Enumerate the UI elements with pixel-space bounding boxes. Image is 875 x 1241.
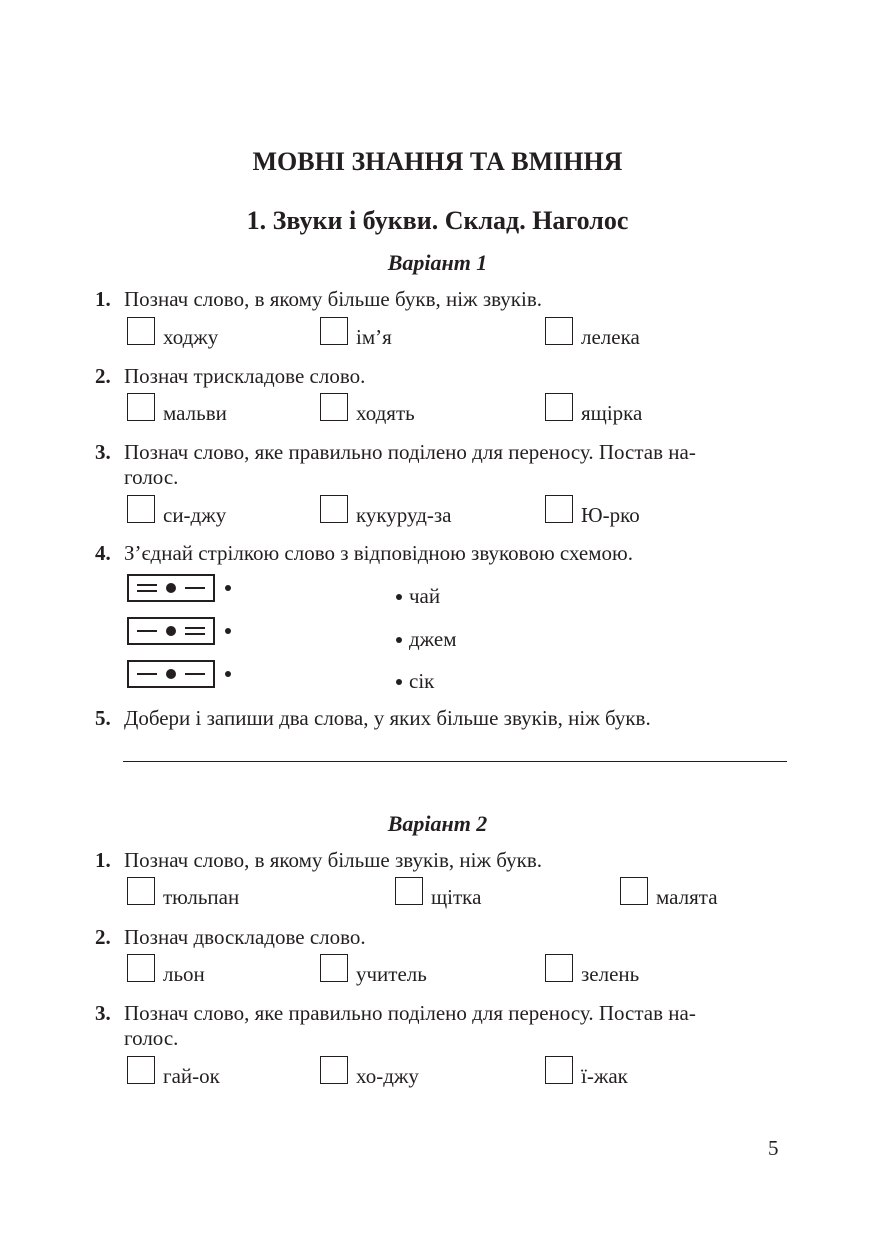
question-text: Познач двоскладове слово. — [124, 925, 366, 949]
connector-dot[interactable] — [396, 679, 402, 685]
v1-q3-option-1[interactable]: си-джу — [127, 495, 226, 523]
v2-q3-option-3[interactable]: ї-жак — [545, 1056, 628, 1084]
v1-q2-option-3[interactable]: ящірка — [545, 393, 642, 421]
scheme-double-dot-single-icon — [131, 578, 211, 598]
checkbox[interactable] — [545, 954, 573, 982]
sound-scheme-3[interactable] — [127, 660, 231, 688]
checkbox[interactable] — [127, 495, 155, 523]
match-word-3[interactable]: сік — [396, 669, 434, 694]
v2-q3-option-1[interactable]: гай-ок — [127, 1056, 220, 1084]
question-number: 3. — [95, 440, 111, 464]
checkbox[interactable] — [320, 495, 348, 523]
checkbox[interactable] — [320, 1056, 348, 1084]
scheme-box — [127, 660, 215, 688]
v2-q3-option-2[interactable]: хо-джу — [320, 1056, 419, 1084]
checkbox[interactable] — [620, 877, 648, 905]
answer-line[interactable] — [123, 761, 787, 762]
connector-dot[interactable] — [396, 637, 402, 643]
v1-q1-option-1[interactable]: ходжу — [127, 317, 218, 345]
checkbox[interactable] — [127, 877, 155, 905]
v2-q2-option-3[interactable]: зелень — [545, 954, 639, 982]
v1-q3-option-2[interactable]: кукуруд-за — [320, 495, 452, 523]
variant-1-heading: Варіант 1 — [387, 250, 488, 275]
checkbox[interactable] — [320, 393, 348, 421]
question-number: 3. — [95, 1001, 111, 1025]
v1-q2-option-1[interactable]: мальви — [127, 393, 227, 421]
section-title: 1. Звуки і букви. Склад. Наголос — [246, 206, 629, 235]
sound-scheme-1[interactable] — [127, 574, 231, 602]
connector-dot[interactable] — [225, 585, 231, 591]
question-text-line-1: Познач слово, яке правильно поділено для переносу. Постав на- — [124, 1001, 696, 1025]
question-number: 5. — [95, 706, 111, 730]
checkbox[interactable] — [127, 317, 155, 345]
sound-scheme-2[interactable] — [127, 617, 231, 645]
variant-2-heading: Варіант 2 — [387, 811, 488, 836]
v2-q2-option-2[interactable]: учитель — [320, 954, 427, 982]
checkbox[interactable] — [395, 877, 423, 905]
v1-q2-option-2[interactable]: ходять — [320, 393, 415, 421]
match-word-1[interactable]: чай — [396, 584, 440, 609]
checkbox[interactable] — [127, 954, 155, 982]
connector-dot[interactable] — [225, 628, 231, 634]
checkbox[interactable] — [545, 495, 573, 523]
v1-q1-option-2[interactable]: ім’я — [320, 317, 392, 345]
match-word-2[interactable]: джем — [396, 627, 457, 652]
checkbox[interactable] — [127, 393, 155, 421]
page-number: 5 — [768, 1136, 779, 1160]
page-title: МОВНІ ЗНАННЯ ТА ВМІННЯ — [252, 147, 623, 176]
v2-q2-option-1[interactable]: льон — [127, 954, 205, 982]
scheme-box — [127, 574, 215, 602]
question-number: 1. — [95, 287, 111, 311]
v2-q1-option-1[interactable]: тюльпан — [127, 877, 239, 905]
question-text-line-2: голос. — [124, 465, 179, 489]
checkbox[interactable] — [545, 1056, 573, 1084]
question-text: Добери і запиши два слова, у яких більше звуків, ніж букв. — [124, 706, 651, 730]
scheme-single-dot-single-icon — [131, 664, 211, 684]
checkbox[interactable] — [320, 954, 348, 982]
question-number: 1. — [95, 848, 111, 872]
checkbox[interactable] — [545, 317, 573, 345]
v2-q1-option-3[interactable]: малята — [620, 877, 718, 905]
question-text: З’єднай стрілкою слово з відповідною звуковою схемою. — [124, 541, 633, 565]
v1-q1-option-3[interactable]: лелека — [545, 317, 640, 345]
question-text-line-2: голос. — [124, 1026, 179, 1050]
scheme-single-dot-double-icon — [131, 621, 211, 641]
question-text: Познач слово, в якому більше звуків, ніж букв. — [124, 848, 543, 872]
question-text: Познач трискладове слово. — [124, 364, 366, 388]
scheme-box — [127, 617, 215, 645]
question-text: Познач слово, в якому більше букв, ніж звуків. — [124, 287, 543, 311]
connector-dot[interactable] — [225, 671, 231, 677]
checkbox[interactable] — [545, 393, 573, 421]
checkbox[interactable] — [127, 1056, 155, 1084]
connector-dot[interactable] — [396, 594, 402, 600]
question-number: 4. — [95, 541, 111, 565]
v2-q1-option-2[interactable]: щітка — [395, 877, 481, 905]
question-number: 2. — [95, 364, 111, 388]
question-number: 2. — [95, 925, 111, 949]
question-text-line-1: Познач слово, яке правильно поділено для переносу. Постав на- — [124, 440, 696, 464]
v1-q3-option-3[interactable]: Ю-рко — [545, 495, 640, 523]
checkbox[interactable] — [320, 317, 348, 345]
